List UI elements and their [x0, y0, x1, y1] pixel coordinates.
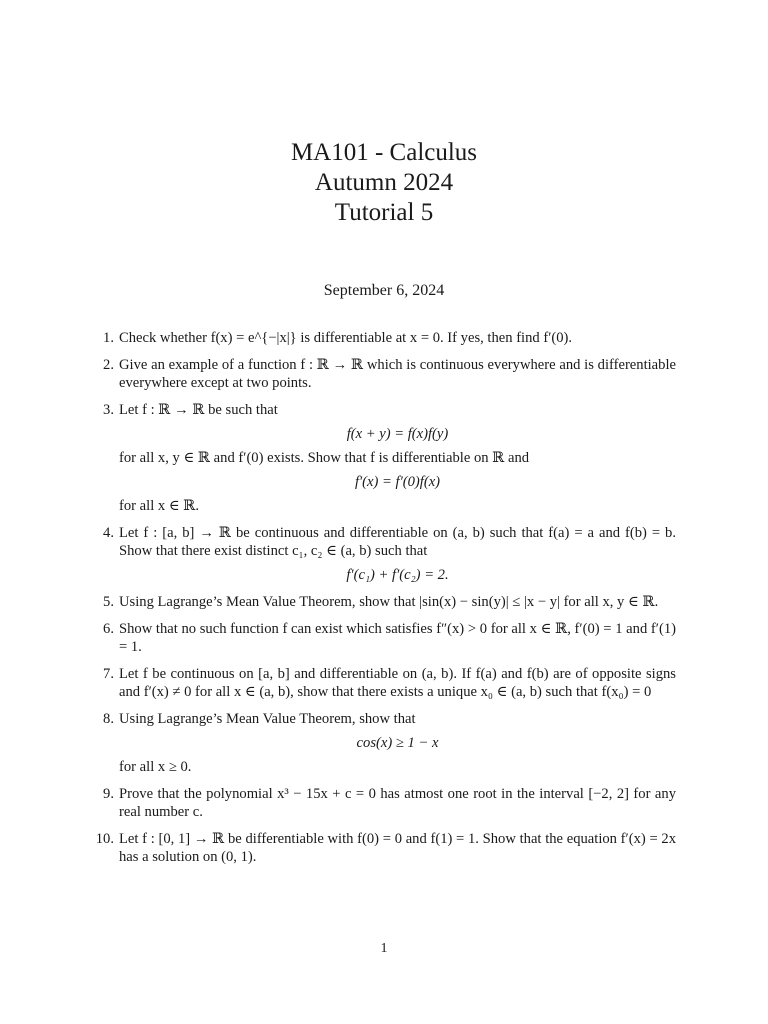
- problem-1: [92, 329, 676, 347]
- problem-number: 2.: [103, 357, 114, 373]
- problem-4: [92, 524, 676, 584]
- problem-text: Prove that the polynomial x³ − 15x + c = 0 has atmost one root in the interval [−2, 2] for any real number c.: [119, 786, 676, 820]
- document-date: September 6, 2024: [323, 282, 445, 299]
- course-title: MA101 - Calculus: [290, 139, 478, 166]
- problem-text: Let f : [0, 1] → ℝ be differentiable with f(0) = 0 and f(1) = 1. Show that the equation f′(x) = 2x has a solution on (0, 1).: [119, 831, 676, 865]
- page-number: 1: [380, 941, 388, 956]
- problem-text: Using Lagrange’s Mean Value Theorem, show that |sin(x) − sin(y)| ≤ |x − y| for all x, y ∈ ℝ.: [119, 594, 659, 610]
- problem-9: [92, 785, 676, 821]
- term-title: Autumn 2024: [314, 169, 454, 196]
- problem-number: 7.: [103, 666, 114, 682]
- problem-text: Give an example of a function f : ℝ → ℝ which is continuous everywhere and is differentiable everywhere except at two points.: [119, 357, 676, 391]
- problem-6: [92, 620, 676, 656]
- problem-text: Using Lagrange’s Mean Value Theorem, show that: [119, 711, 416, 727]
- problem-8: [92, 710, 676, 776]
- problem-number: 4.: [103, 525, 114, 541]
- problem-7: [92, 665, 676, 701]
- tutorial-title: Tutorial 5: [334, 199, 434, 226]
- problem-number: 6.: [103, 621, 114, 637]
- problem-text: for all x, y ∈ ℝ and f′(0) exists. Show that f is differentiable on ℝ and: [119, 450, 530, 466]
- problem-text: Check whether f(x) = e^{−|x|} is differentiable at x = 0. If yes, then find f′(0).: [119, 330, 573, 346]
- equation: f′(x) = f′(0)f(x): [354, 474, 441, 490]
- problem-number: 1.: [103, 330, 114, 346]
- problem-number: 8.: [103, 711, 114, 727]
- problem-number: 5.: [103, 594, 114, 610]
- problem-number: 3.: [103, 402, 114, 418]
- problem-text: Let f : [a, b] → ℝ be continuous and differentiable on (a, b) such that f(a) = a and f(b) = b. Show that there exist distinct c₁, c₂ ∈ (a, b) such that: [119, 525, 676, 559]
- problem-10: [92, 830, 676, 866]
- equation: f′(c₁) + f′(c₂) = 2.: [346, 567, 449, 583]
- problem-text: Let f : ℝ → ℝ be such that: [119, 402, 278, 418]
- problem-3: [92, 401, 676, 515]
- problem-number: 10.: [95, 831, 114, 847]
- problem-text: Let f be continuous on [a, b] and differentiable on (a, b). If f(a) and f(b) are of opposite signs and f′(x) ≠ 0 for all x ∈ (a, b), show that there exists a unique x₀ ∈ (a, b) such that f(x₀) = 0: [119, 666, 676, 700]
- problem-text: for all x ≥ 0.: [119, 759, 192, 775]
- problem-5: [92, 593, 676, 611]
- title-block: [0, 138, 768, 228]
- problem-number: 9.: [103, 786, 114, 802]
- problem-text: Show that no such function f can exist which satisfies f″(x) > 0 for all x ∈ ℝ, f′(0) = 1 and f′(1) = 1.: [119, 621, 676, 655]
- problem-list: [92, 329, 676, 875]
- problem-2: [92, 356, 676, 392]
- equation: cos(x) ≥ 1 − x: [356, 735, 439, 751]
- problem-text: for all x ∈ ℝ.: [119, 498, 200, 514]
- equation: f(x + y) = f(x)f(y): [346, 426, 449, 442]
